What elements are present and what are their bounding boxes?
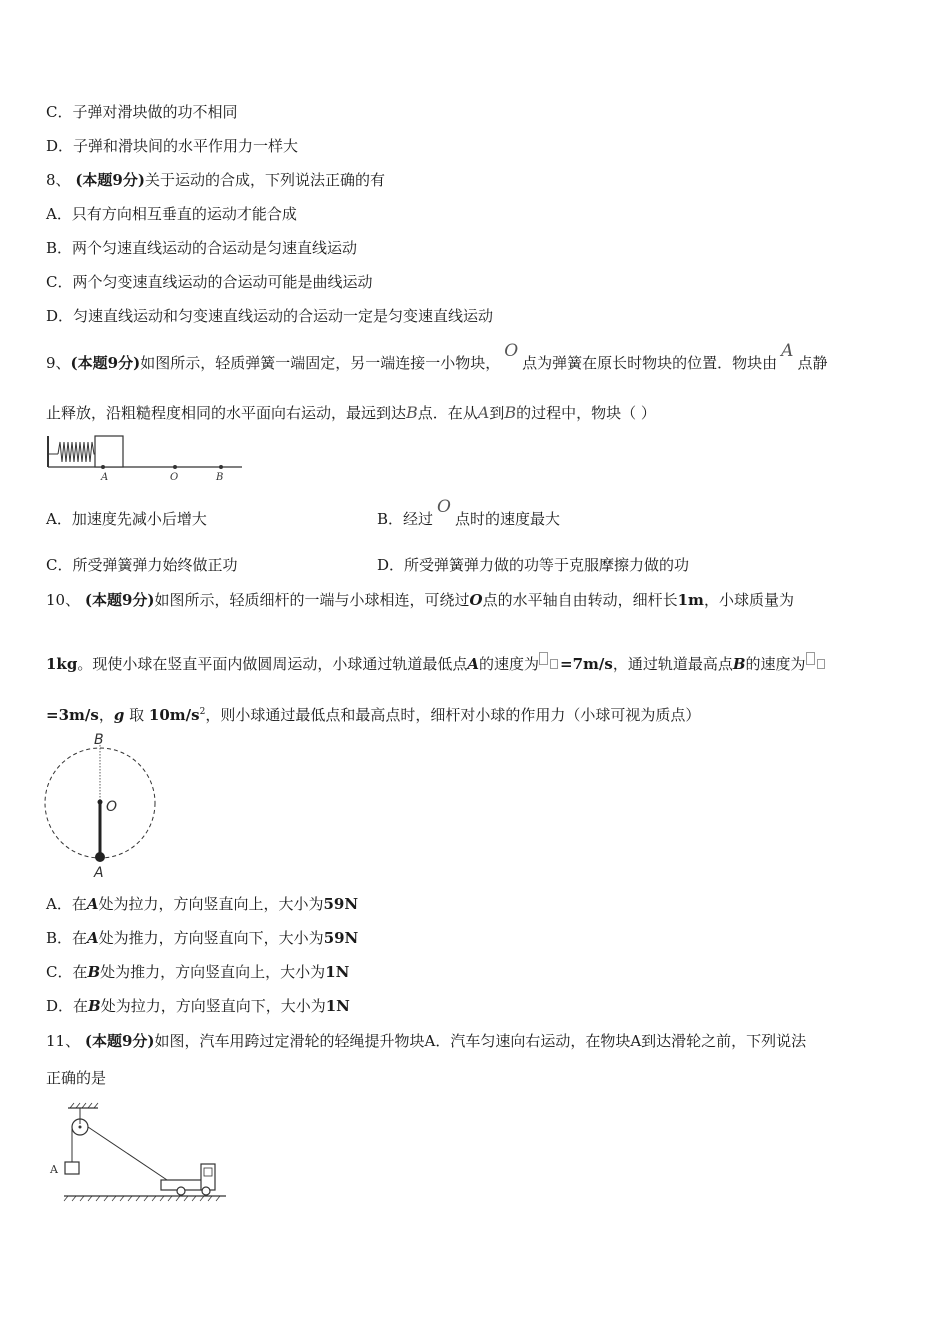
q10-fig-label-b: B (94, 732, 104, 748)
q8-option-c: C．两个匀变速直线运动的合运动可能是曲线运动 (46, 273, 373, 291)
q10-circle-figure (42, 730, 162, 880)
q11-stem-line2: 正确的是 (46, 1069, 107, 1087)
q8-option-d: D．匀速直线运动和匀变速直线运动的合运动一定是匀变速直线运动 (46, 307, 494, 325)
q10-stem-line1: 10、 (本题9分)如图所示，轻质细杆的一端与小球相连，可绕过O点的水平轴自由转动，细杆长1m，小球质量为 (46, 591, 794, 609)
q9-fig-label-b: B (216, 472, 224, 483)
q11-pulley-truck-figure (46, 1100, 231, 1210)
q7-option-d: D．子弹和滑块间的水平作用力一样大 (46, 137, 299, 155)
q11-stem-line1: 11、 (本题9分)如图，汽车用跨过定滑轮的轻绳提升物块A．汽车匀速向右运动，在物块A到达滑轮之前，下列说法 (46, 1032, 807, 1050)
q8-stem: 8、 (本题9分)关于运动的合成，下列说法正确的有 (46, 171, 385, 189)
q9-option-d: D．所受弹簧弹力做的功等于克服摩擦力做的功 (377, 556, 690, 574)
q10-stem-line2: 1kg。现使小球在竖直平面内做圆周运动，小球通过轨道最低点A的速度为 =7m/s，通过轨道最高点B的速度为 (46, 652, 827, 674)
q9-option-a: A．加速度先减小后增大 (46, 510, 207, 528)
q10-fig-label-o: O (106, 799, 118, 815)
q10-stem-line3: =3m/s，g 取 $10m/s^2$，则小球通过最低点和最高点时，细杆对小球的作用力（小球可视为质点） (46, 706, 701, 724)
q11-fig-label-a: A (50, 1163, 58, 1176)
q10-option-b: B．在A处为推力，方向竖直向下，大小为59N (46, 929, 359, 947)
q9-fig-label-a: A (101, 472, 109, 483)
q8-option-a: A．只有方向相互垂直的运动才能合成 (46, 205, 297, 223)
q7-option-c: C．子弹对滑块做的功不相同 (46, 103, 238, 121)
q10-option-c: C．在B处为推力，方向竖直向上，大小为1N (46, 963, 350, 981)
q10-option-d: D．在B处为拉力，方向竖直向下，大小为1N (46, 997, 350, 1015)
q9-spring-figure (46, 433, 246, 483)
q8-option-b: B．两个匀速直线运动的合运动是匀速直线运动 (46, 239, 358, 257)
q9-option-b: B．经过O点时的速度最大 (377, 497, 560, 528)
q9-option-c: C．所受弹簧弹力始终做正功 (46, 556, 238, 574)
q9-stem-line2: 止释放，沿粗糙程度相同的水平面向右运动，最远到达B点．在从A到B的过程中，物块（ ） (46, 403, 656, 422)
q9-stem-line1: 9、(本题9分)如图所示，轻质弹簧一端固定，另一端连接一小物块，O点为弹簧在原长时物块的位置．物块由A点静 (46, 341, 828, 372)
q10-option-a: A．在A处为拉力，方向竖直向上，大小为59N (46, 895, 359, 913)
q9-fig-label-o: O (170, 472, 179, 483)
q10-fig-label-a: A (94, 865, 104, 881)
